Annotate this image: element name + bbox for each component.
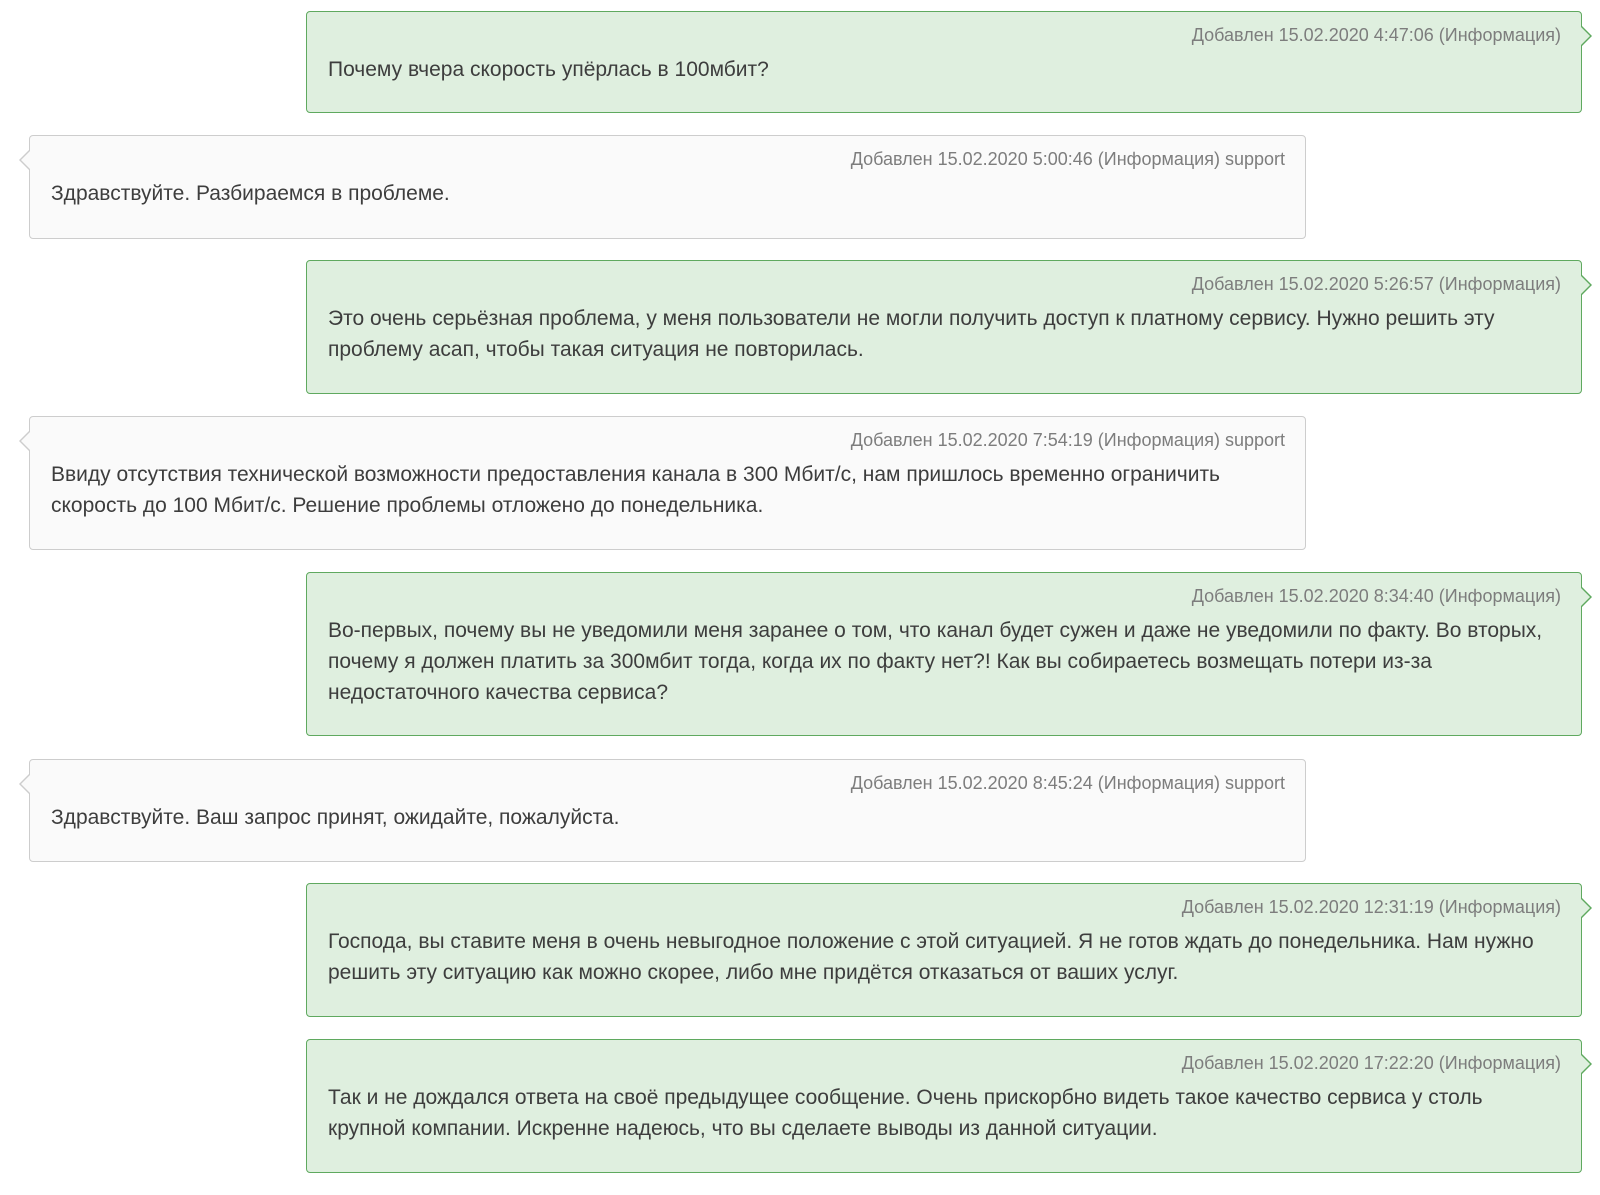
message-meta: Добавлен 15.02.2020 7:54:19 (Информация) support xyxy=(850,430,1285,450)
message-text: Ввиду отсутствия технической возможности предоставления канала в 300 Мбит/с, нам пришлось временно ограничить скорость до 100 Мбит/с. Решение проблемы отложено до понедельника. xyxy=(51,463,1220,517)
message-text: Господа, вы ставите меня в очень невыгодное положение с этой ситуацией. Я не готов ждать до понедельника. Нам нужно решить эту ситуацию как можно скорее, либо мне придётся отказаться от ваших услуг. xyxy=(328,930,1534,984)
message-user xyxy=(306,11,1582,113)
message-text: Здравствуйте. Разбираемся в проблеме. xyxy=(51,182,450,205)
message-text: Здравствуйте. Ваш запрос принят, ожидайте, пожалуйста. xyxy=(51,806,620,829)
message-support xyxy=(29,416,1306,550)
message-text: Почему вчера скорость упёрлась в 100мбит? xyxy=(328,58,769,81)
message-user xyxy=(306,260,1582,394)
message-meta: Добавлен 15.02.2020 5:00:46 (Информация) support xyxy=(850,149,1285,169)
message-text: Во-первых, почему вы не уведомили меня заранее о том, что канал будет сужен и даже не уведомили по факту. Во вторых, почему я должен платить за 300мбит тогда, когда их по факту нет?! Как вы собираетесь возмещать потери из-за недостаточного качества сервиса? xyxy=(328,619,1543,704)
message-meta: Добавлен 15.02.2020 4:47:06 (Информация) xyxy=(1191,25,1561,45)
message-meta: Добавлен 15.02.2020 8:34:40 (Информация) xyxy=(1191,586,1561,606)
message-user xyxy=(306,1039,1582,1173)
message-user xyxy=(306,883,1582,1017)
message-meta: Добавлен 15.02.2020 12:31:19 (Информация) xyxy=(1181,897,1561,917)
message-meta: Добавлен 15.02.2020 5:26:57 (Информация) xyxy=(1191,274,1561,294)
message-support xyxy=(29,135,1306,239)
message-text: Это очень серьёзная проблема, у меня пользователи не могли получить доступ к платному сервису. Нужно решить эту проблему асап, чтобы такая ситуация не повторилась. xyxy=(328,307,1495,361)
message-user xyxy=(306,572,1582,736)
message-meta: Добавлен 15.02.2020 8:45:24 (Информация) support xyxy=(850,773,1285,793)
message-text: Так и не дождался ответа на своё предыдущее сообщение. Очень прискорбно видеть такое качество сервиса у столь крупной компании. Искренне надеюсь, что вы сделаете выводы из данной ситуации. xyxy=(328,1086,1483,1140)
message-support xyxy=(29,759,1306,862)
message-meta: Добавлен 15.02.2020 17:22:20 (Информация) xyxy=(1181,1053,1561,1073)
